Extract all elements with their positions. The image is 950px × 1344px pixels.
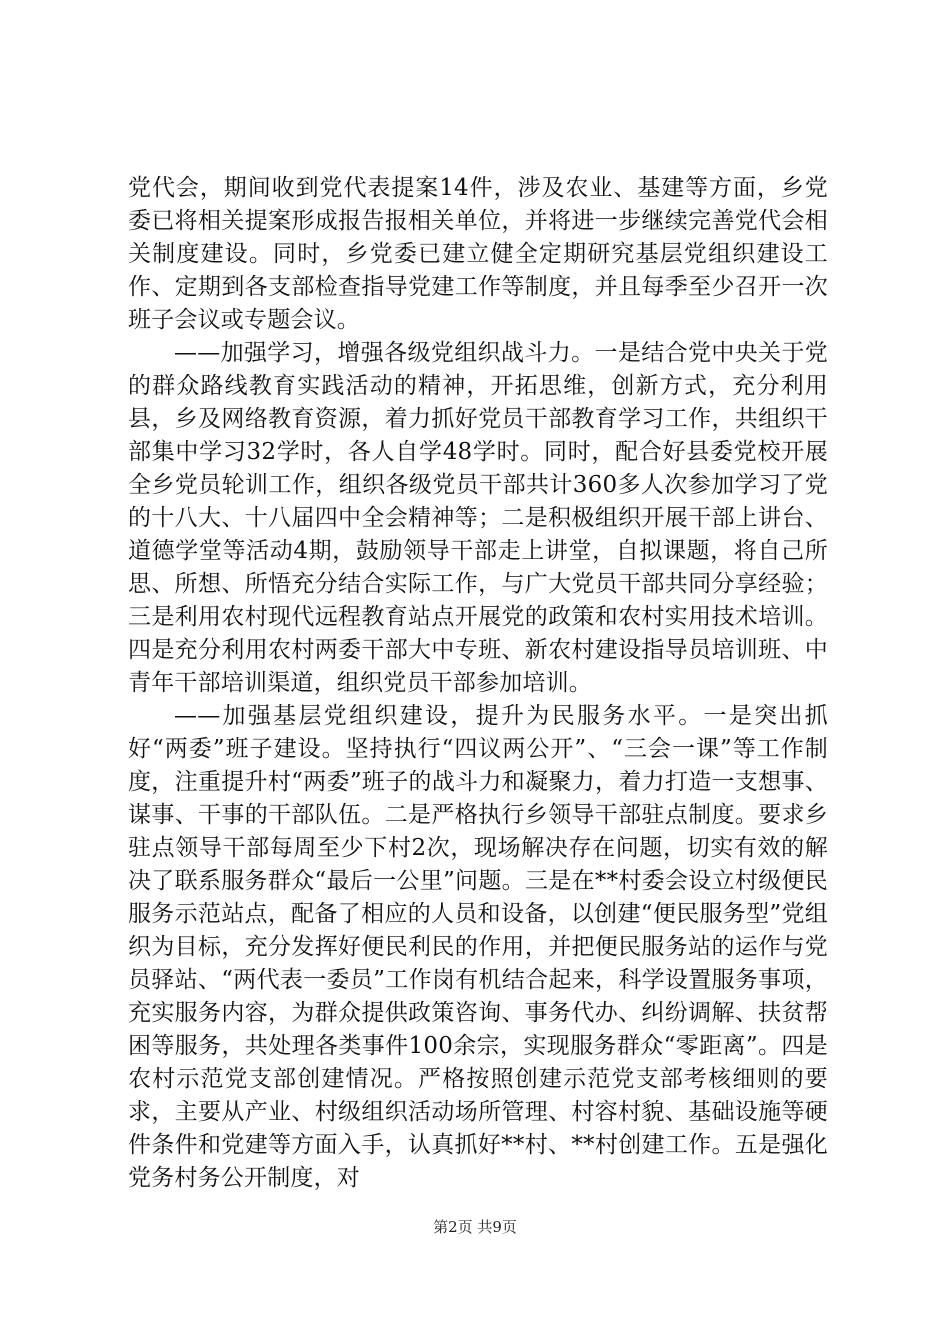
document-body bbox=[128, 172, 828, 1195]
paragraph-3: ——加强基层党组织建设，提升为民服务水平。一是突出抓好“两委”班子建设。坚持执行“四议两公开”、“三会一课”等工作制度，注重提升村“两委”班子的战斗力和凝聚力，着力打造一支想事、谋事、干事的干部队伍。二是严格执行乡领导干部驻点制度。要求乡驻点领导干部每周至少下村2次，现场解决存在问题，切实有效的解决了联系服务群众“最后一公里”问题。三是在**村委会设立村级便民服务示范站点，配备了相应的人员和设备，以创建“便民服务型”党组织为目标，充分发挥好便民利民的作用，并把便民服务站的运作与党员驿站、“两代表一委员”工作岗有机结合起来，科学设置服务事项，充实服务内容，为群众提供政策咨询、事务代办、纠纷调解、扶贫帮困等服务，共处理各类事件100余宗，实现服务群众“零距离”。四是农村示范党支部创建情况。严格按照创建示范党支部考核细则的要求，主要从产业、村级组织活动场所管理、村容村貌、基础设施等硬件条件和党建等方面入手，认真抓好**村、**村创建工作。五是强化党务村务公开制度，对 bbox=[128, 703, 828, 1191]
paragraph-1: 党代会，期间收到党代表提案14件，涉及农业、基建等方面，乡党委已将相关提案形成报告报相关单位，并将进一步继续完善党代会相关制度建设。同时，乡党委已建立健全定期研究基层党组织建设工作、定期到各支部检查指导党建工作等制度，并且每季至少召开一次班子会议或专题会议。 bbox=[128, 175, 828, 333]
paragraph-2: ——加强学习，增强各级党组织战斗力。一是结合党中央关于党的群众路线教育实践活动的精神，开拓思维，创新方式，充分利用县，乡及网络教育资源，着力抓好党员干部教育学习工作，共组织干部集中学习32学时，各人自学48学时。同时，配合好县委党校开展全乡党员轮训工作，组织各级党员干部共计360多人次参加学习了党的十八大、十八届四中全会精神等；二是积极组织开展干部上讲台、道德学堂等活动4期，鼓励领导干部走上讲堂，自拟课题，将自己所思、所想、所悟充分结合实际工作，与广大党员干部共同分享经验；三是利用农村现代远程教育站点开展党的政策和农村实用技术培训。四是充分利用农村两委干部大中专班、新农村建设指导员培训班、中青年干部培训渠道，组织党员干部参加培训。 bbox=[128, 340, 828, 696]
page-footer: 第2页 共9页 bbox=[433, 1218, 517, 1236]
